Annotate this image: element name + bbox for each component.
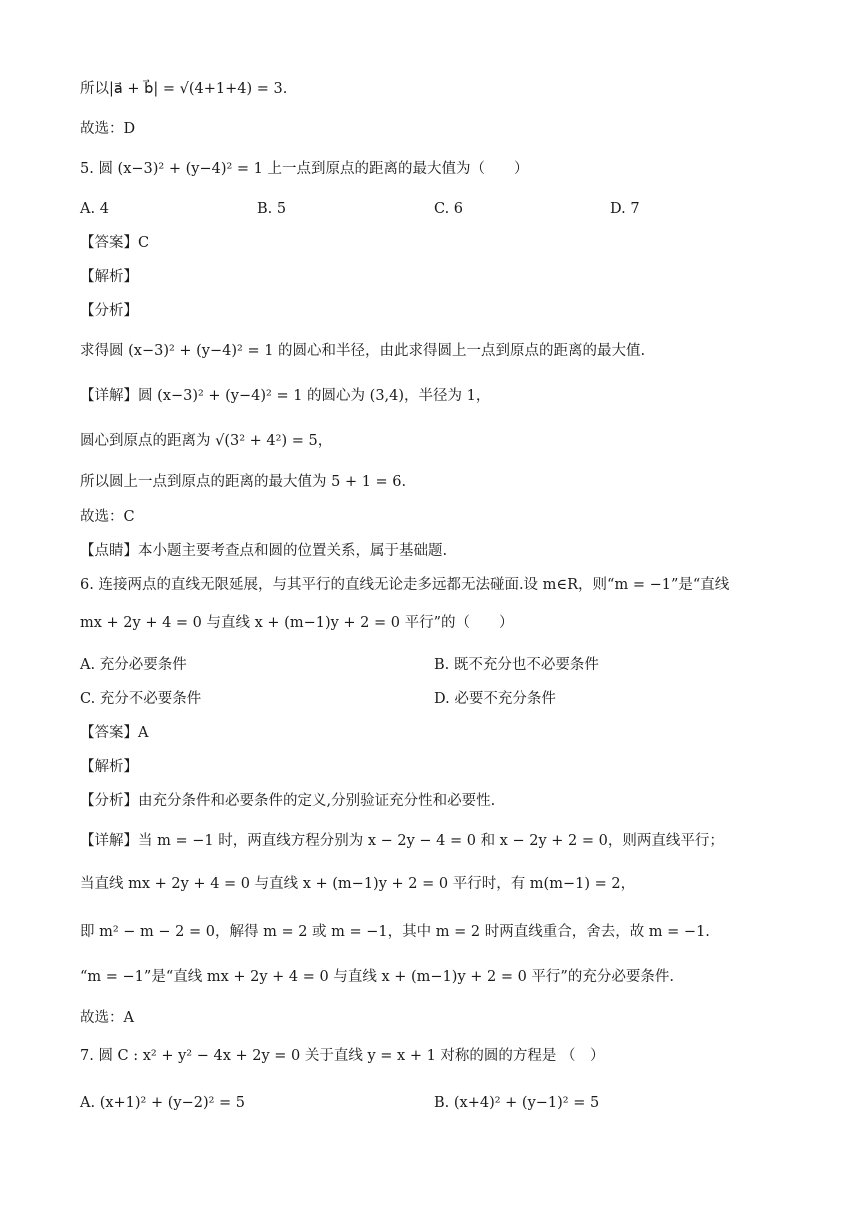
answer-option: D. 必要不充分条件 [434, 691, 556, 707]
answer-option: B. 5 [257, 201, 287, 217]
answer-option: B. 既不充分也不必要条件 [434, 657, 599, 673]
text-line: 圆心到原点的距离为 √(3² + 4²) = 5， [80, 433, 333, 449]
text-line: 6. 连接两点的直线无限延展，与其平行的直线无论走多远都无法碰面.设 m∈R，则“m = −1”是“直线 [80, 577, 730, 593]
text-line: “m = −1”是“直线 mx + 2y + 4 = 0 与直线 x + (m−1)y + 2 = 0 平行”的充分必要条件. [80, 969, 674, 985]
text-line: 【解析】 [80, 759, 138, 775]
text-line: 【解析】 [80, 269, 138, 285]
text-line: 即 m² − m − 2 = 0，解得 m = 2 或 m = −1，其中 m = 2 时两直线重合，舍去，故 m = −1. [80, 924, 710, 940]
text-line: 故选：D [80, 121, 136, 137]
text-line: 【答案】C [80, 235, 150, 251]
answer-option: A. 4 [80, 201, 109, 217]
answer-option: A. (x+1)² + (y−2)² = 5 [80, 1095, 246, 1111]
text-line: 当直线 mx + 2y + 4 = 0 与直线 x + (m−1)y + 2 = 0 平行时，有 m(m−1) = 2， [80, 876, 636, 892]
answer-option: C. 6 [434, 201, 464, 217]
text-line: 【分析】 [80, 303, 138, 319]
text-line: 5. 圆 (x−3)² + (y−4)² = 1 上一点到原点的距离的最大值为（ ） [80, 161, 529, 177]
answer-option: C. 充分不必要条件 [80, 691, 202, 707]
text-line: 【点睛】本小题主要考查点和圆的位置关系，属于基础题. [80, 543, 448, 559]
answer-option: B. (x+4)² + (y−1)² = 5 [434, 1095, 600, 1111]
text-line: 所以|a⃗ + b⃗| = √(4+1+4) = 3. [80, 81, 288, 97]
answer-option: A. 充分必要条件 [80, 657, 187, 673]
answer-option: D. 7 [610, 201, 640, 217]
text-line: 【详解】当 m = −1 时，两直线方程分别为 x − 2y − 4 = 0 和 x − 2y + 2 = 0，则两直线平行； [80, 833, 724, 849]
text-line: 【分析】由充分条件和必要条件的定义,分别验证充分性和必要性. [80, 793, 496, 809]
text-line: mx + 2y + 4 = 0 与直线 x + (m−1)y + 2 = 0 平行”的（ ） [80, 615, 514, 631]
text-line: 故选：A [80, 1010, 134, 1026]
text-line: 【答案】A [80, 725, 149, 741]
text-line: 所以圆上一点到原点的距离的最大值为 5 + 1 = 6. [80, 474, 407, 490]
text-line: 7. 圆 C : x² + y² − 4x + 2y = 0 关于直线 y = x + 1 对称的圆的方程是 （ ） [80, 1048, 605, 1064]
text-line: 故选：C [80, 509, 135, 525]
text-line: 求得圆 (x−3)² + (y−4)² = 1 的圆心和半径，由此求得圆上一点到原点的距离的最大值. [80, 343, 646, 359]
text-line: 【详解】圆 (x−3)² + (y−4)² = 1 的圆心为 (3,4)，半径为 1， [80, 388, 491, 404]
